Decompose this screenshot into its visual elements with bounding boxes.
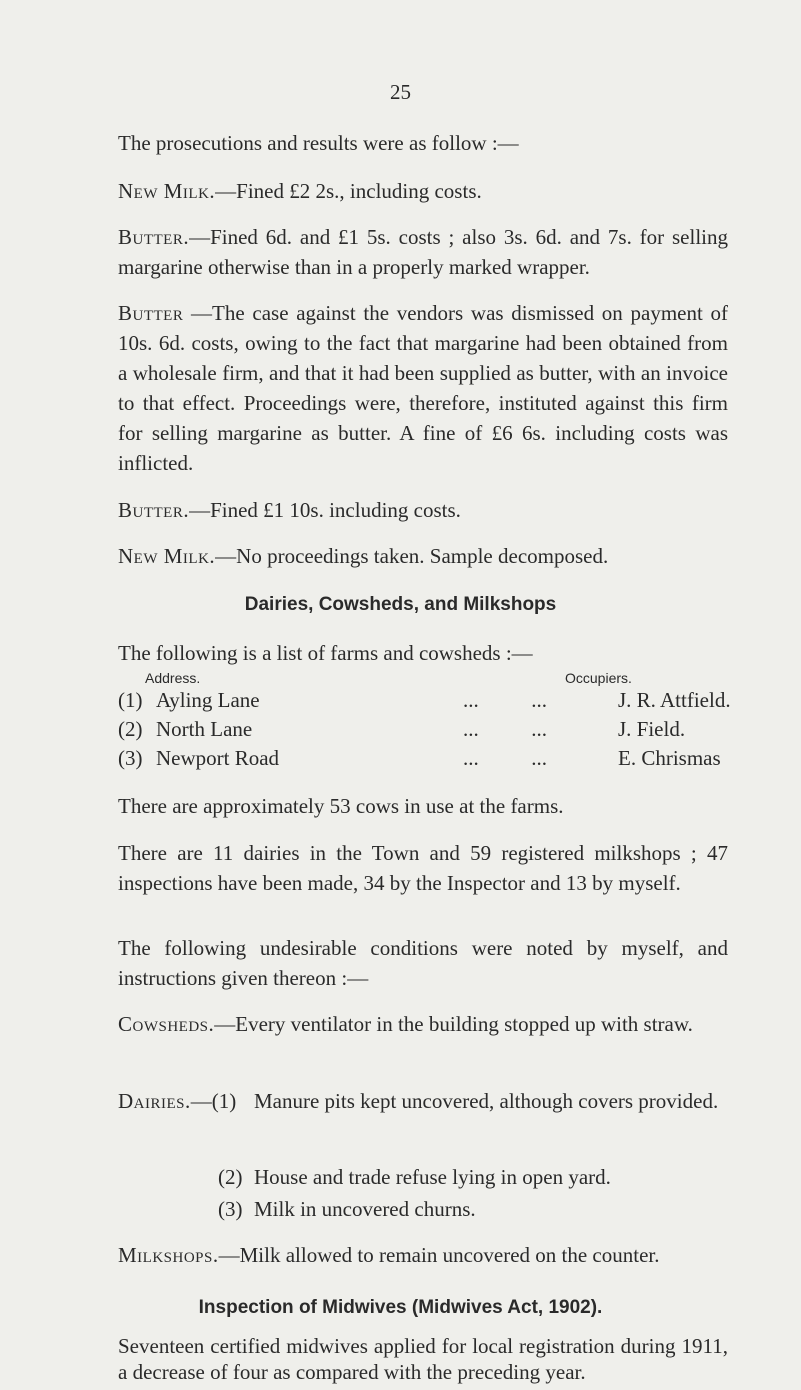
farms-intro-text: The following is a list of farms and cowsheds :— xyxy=(118,641,533,665)
dairies-paragraph xyxy=(118,838,728,898)
row-address: North Lane xyxy=(156,717,253,741)
dairies-item-2: House and trade refuse lying in open yard. xyxy=(254,1165,611,1189)
row-occupier: J. R. Attfield. xyxy=(618,688,731,712)
cows-paragraph xyxy=(118,791,728,821)
row-number: (3) xyxy=(118,746,143,770)
milkshops-text: —Milk allowed to remain uncovered on the counter. xyxy=(218,1243,660,1267)
dairies-item-3: Milk in uncovered churns. xyxy=(254,1197,476,1221)
prosecution-item-2 xyxy=(118,222,728,282)
table-row xyxy=(118,717,738,747)
table-row xyxy=(118,688,738,718)
prosecution-item-5 xyxy=(118,541,728,571)
row-occupier: J. Field. xyxy=(618,717,686,741)
row-leader-dots: ... ... xyxy=(463,717,547,741)
dairies-item-number: (2) xyxy=(218,1165,243,1189)
cowsheds-label: Cowsheds. xyxy=(118,1012,215,1036)
prosecution-text: —Fined 6d. and £1 5s. costs ; also 3s. 6d. and 7s. for selling margarine otherwise than in a properly marked wrapper. xyxy=(118,225,728,279)
row-occupier: E. Chrismas xyxy=(618,746,721,770)
midwives-paragraph xyxy=(118,1333,728,1385)
farms-intro xyxy=(118,638,728,668)
cowsheds-paragraph xyxy=(118,1009,728,1039)
prosecution-label: Butter. xyxy=(118,225,190,249)
dairies-label-line xyxy=(118,1086,236,1116)
prosecution-item-4 xyxy=(118,495,728,525)
prosecution-text: —No proceedings taken. Sample decomposed. xyxy=(215,544,609,568)
prosecution-item-1 xyxy=(118,176,728,206)
section-heading-dairies: Dairies, Cowsheds, and Milkshops xyxy=(244,594,557,615)
prosecution-item-3 xyxy=(118,298,728,478)
column-header-address: Address. xyxy=(145,670,201,686)
dairies-item-number: (3) xyxy=(218,1197,243,1221)
cows-text: There are approximately 53 cows in use at the farms. xyxy=(118,794,564,818)
row-number: (1) xyxy=(118,688,143,712)
page-number: 25 xyxy=(390,80,411,104)
dairies-text: There are 11 dairies in the Town and 59 registered milkshops ; 47 inspections have been made, 34 by the Inspector and 13 by myself. xyxy=(118,841,728,895)
column-header-occupiers: Occupiers. xyxy=(565,670,632,686)
prosecution-label: New Milk. xyxy=(118,179,216,203)
row-address: Ayling Lane xyxy=(156,688,260,712)
row-leader-dots: ... ... xyxy=(463,688,547,712)
milkshops-label: Milkshops. xyxy=(118,1243,219,1267)
dairies-item-number: —(1) xyxy=(190,1089,237,1113)
conditions-text: The following undesirable conditions were noted by myself, and instructions given thereon :— xyxy=(118,936,728,990)
dairies-item-1: Manure pits kept uncovered, although covers provided. xyxy=(254,1089,719,1113)
milkshops-paragraph xyxy=(118,1240,728,1270)
prosecution-text: —Fined £2 2s., including costs. xyxy=(215,179,482,203)
prosecution-label: Butter xyxy=(118,301,184,325)
prosecution-text: —Fined £1 10s. including costs. xyxy=(189,498,461,522)
intro-line xyxy=(118,128,728,158)
prosecution-label: Butter. xyxy=(118,498,190,522)
cowsheds-text: —Every ventilator in the building stopped up with straw. xyxy=(214,1012,693,1036)
row-leader-dots: ... ... xyxy=(463,746,547,770)
intro-text: The prosecutions and results were as follow :— xyxy=(118,131,519,155)
conditions-paragraph xyxy=(118,933,728,993)
dairies-label: Dairies. xyxy=(118,1089,191,1113)
table-row xyxy=(118,746,738,776)
prosecution-label: New Milk. xyxy=(118,544,216,568)
midwives-text: Seventeen certified midwives applied for local registration during 1911, a decrease of four as compared with the preceding year. xyxy=(118,1334,728,1384)
row-address: Newport Road xyxy=(156,746,280,770)
prosecution-text: —The case against the vendors was dismissed on payment of 10s. 6d. costs, owing to the fact that margarine had been obtained from a wholesale firm, and that it had been supplied as butter, with an invoice to that effect. Proceedings were, therefore, instituted against this firm for selling margarine as butter. A fine of £6 6s. including costs was inflicted. xyxy=(118,301,728,475)
section-heading-midwives: Inspection of Midwives (Midwives Act, 1902). xyxy=(198,1297,603,1318)
row-number: (2) xyxy=(118,717,143,741)
